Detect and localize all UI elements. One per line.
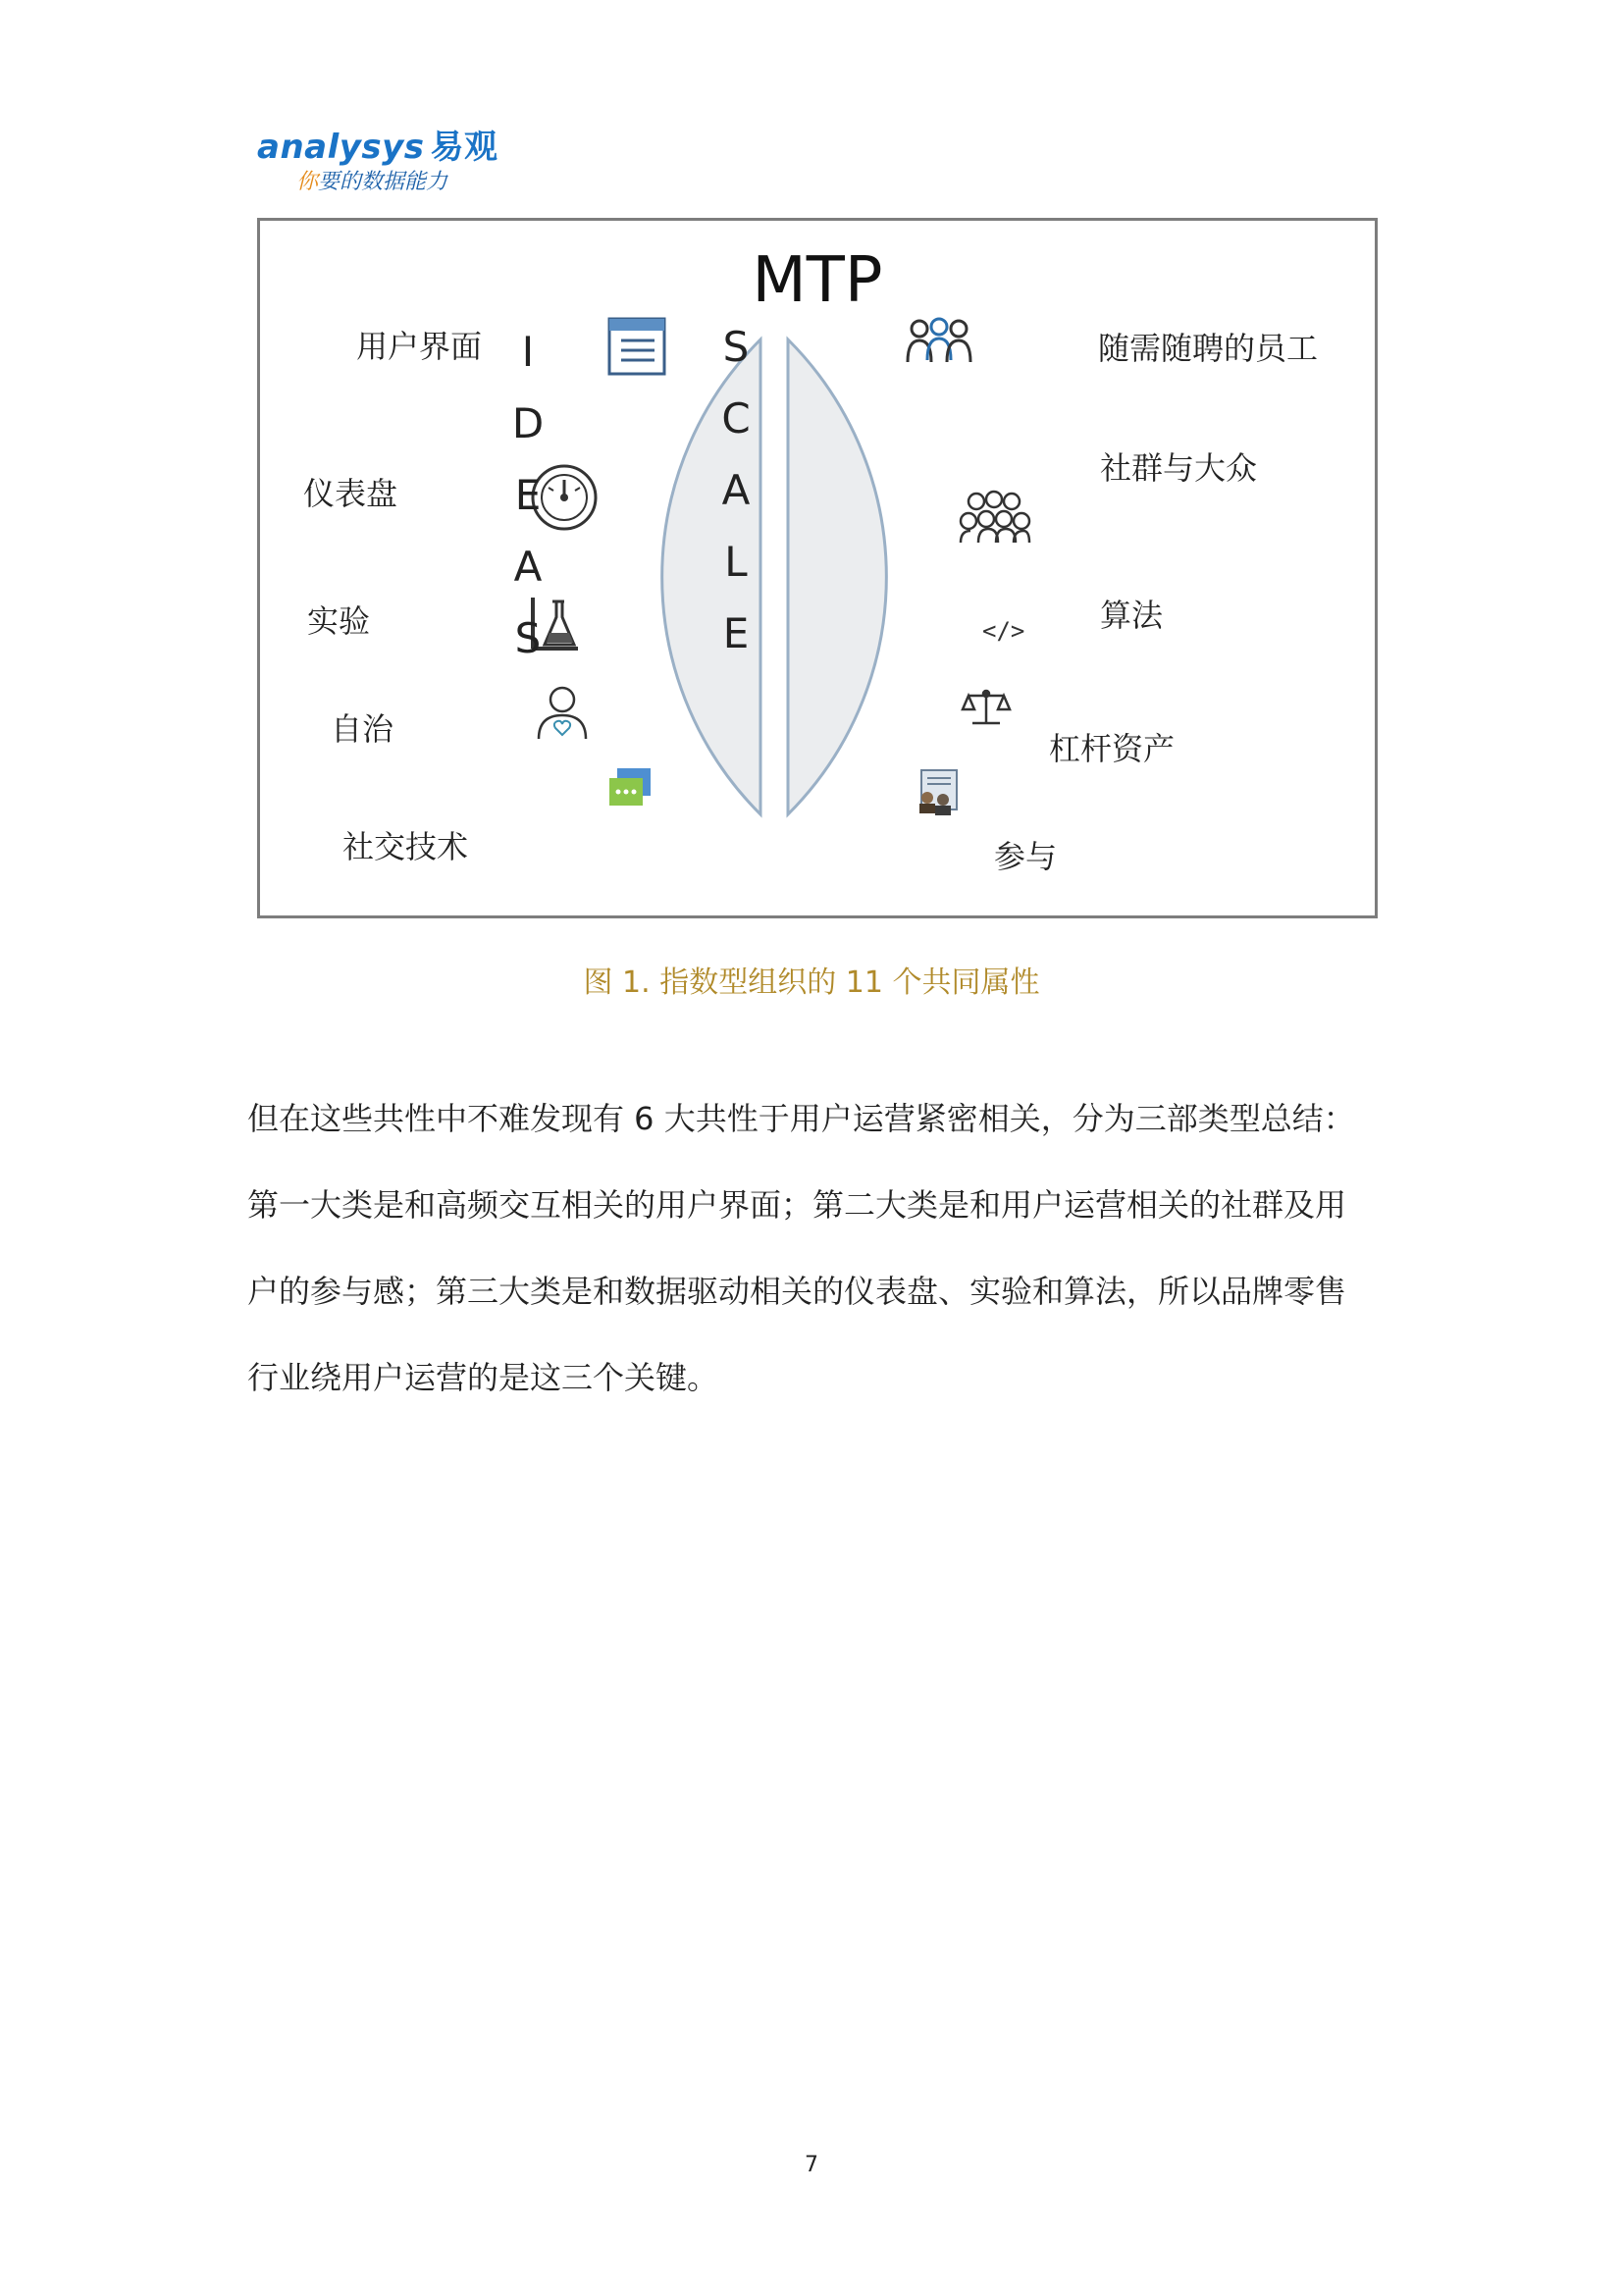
social-tech-icon — [609, 768, 651, 806]
scale-letter: L — [724, 538, 748, 586]
label-engagement: 参与 — [994, 838, 1058, 875]
user-interface-icon — [609, 319, 664, 374]
leveraged-assets-icon — [963, 690, 1010, 723]
ideas-letter: A — [513, 543, 543, 591]
logo-tagline-rest: 要的数据能力 — [318, 170, 448, 194]
logo-brand: analysys — [257, 128, 425, 167]
logo-brand-cn: 易观 — [430, 128, 498, 167]
brand-logo — [257, 120, 512, 198]
mtp-diagram-graphics — [260, 221, 1375, 915]
community-crowd-icon — [961, 492, 1029, 543]
logo-tagline — [296, 165, 447, 195]
figure-title: MTP — [752, 244, 883, 317]
staff-on-demand-icon — [908, 319, 970, 362]
scale-letter: A — [721, 466, 751, 514]
engagement-icon — [919, 770, 957, 815]
page-number: 7 — [805, 2153, 818, 2177]
ideas-letter: I — [521, 328, 535, 376]
autonomy-icon — [539, 688, 586, 739]
scale-letter: C — [721, 394, 751, 443]
label-social-tech: 社交技术 — [342, 828, 469, 865]
label-experiment: 实验 — [307, 602, 371, 640]
label-community-crowd: 社群与大众 — [1100, 449, 1258, 487]
mtp-figure — [257, 218, 1378, 918]
label-leveraged-assets: 杠杆资产 — [1049, 730, 1176, 767]
figure-caption: 图 1. 指数型组织的 11 个共同属性 — [583, 965, 1040, 1000]
label-dashboard: 仪表盘 — [303, 475, 398, 512]
body-line: 户的参与感；第三大类是和数据驱动相关的仪表盘、实验和算法，所以品牌零售 — [247, 1273, 1347, 1310]
ideas-letter: E — [514, 471, 542, 519]
scale-letter: E — [722, 609, 750, 657]
body-line: 但在这些共性中不难发现有 6 大共性于用户运营紧密相关，分为三部类型总结： — [247, 1100, 1355, 1137]
logo-tagline-first: 你 — [296, 170, 319, 194]
code-symbol: </> — [982, 617, 1025, 645]
ideas-letter: S — [514, 614, 542, 662]
label-autonomy: 自治 — [331, 710, 394, 748]
label-algorithms: 算法 — [1100, 597, 1164, 634]
logo-wordmark — [257, 120, 498, 168]
scale-letter: S — [722, 323, 750, 371]
body-line: 第一大类是和高频交互相关的用户界面；第二大类是和用户运营相关的社群及用 — [247, 1186, 1347, 1224]
ideas-letter: D — [511, 399, 545, 447]
ideas-letters — [498, 316, 557, 674]
body-paragraph — [247, 1075, 1386, 1421]
scale-letters — [707, 311, 765, 669]
scale-half-circle — [788, 339, 886, 814]
algorithm-code-icon — [982, 617, 1024, 645]
label-staff-on-demand: 随需随聘的员工 — [1098, 330, 1319, 367]
label-user-interface: 用户界面 — [356, 328, 483, 365]
body-line: 行业绕用户运营的是这三个关键。 — [247, 1359, 719, 1396]
